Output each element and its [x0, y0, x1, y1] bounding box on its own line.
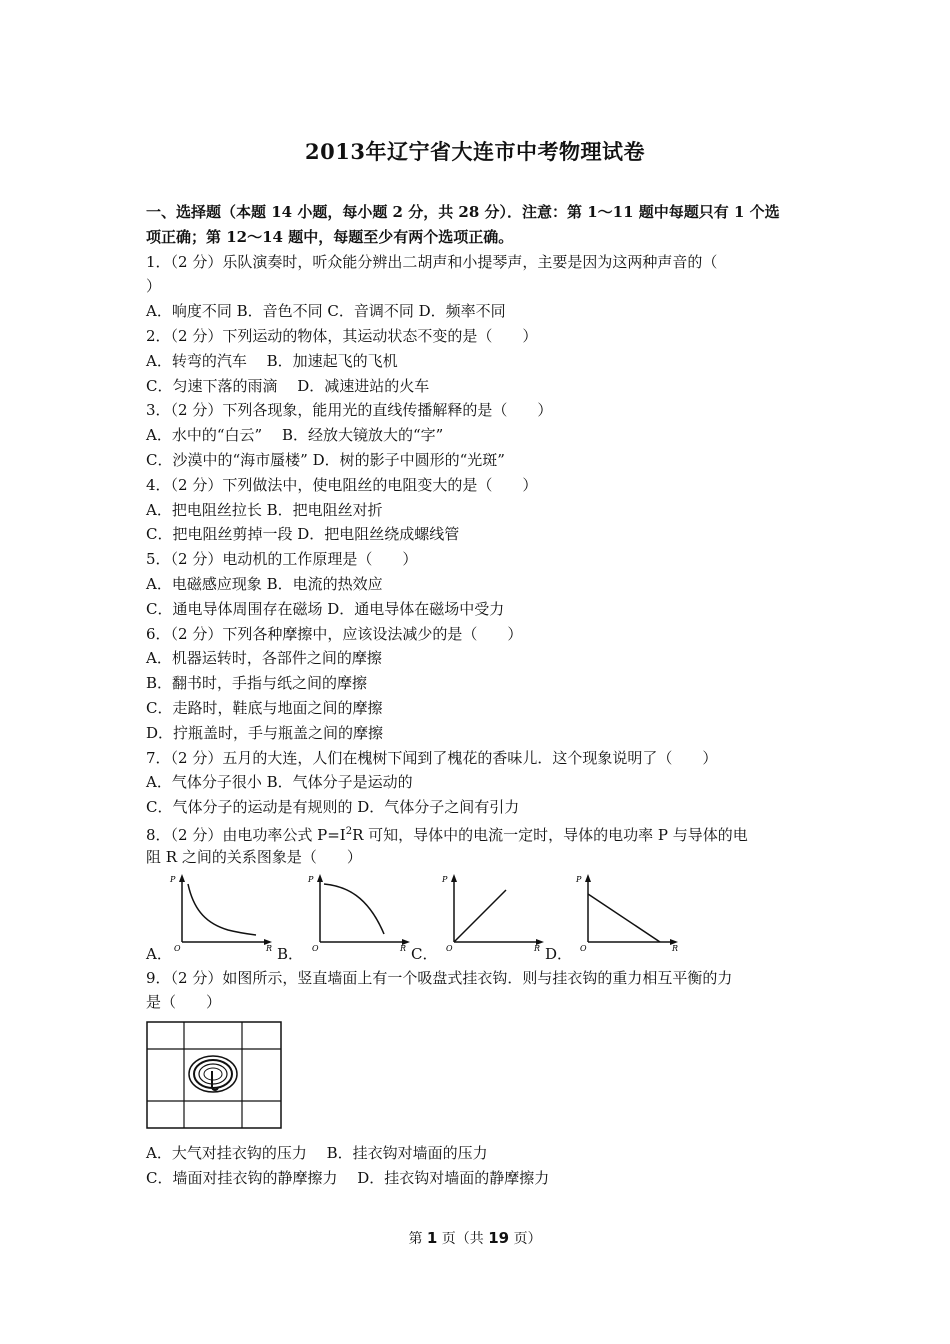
- footer-pre: 第: [408, 1231, 423, 1247]
- q2-options-ab: A．转弯的汽车 B．加速起飞的飞机: [146, 351, 398, 370]
- q8-graph-c-axis-p: P: [442, 874, 448, 884]
- q8-option-a-label: A．: [146, 944, 172, 963]
- q8-graph-d-axis-p: P: [576, 874, 582, 884]
- section-heading-line-2: 项正确；第 12～14 题中，每题至少有两个选项正确。: [146, 227, 514, 246]
- footer-total-pages: 19: [488, 1229, 510, 1247]
- q8-graph-b-axis-p: P: [308, 874, 314, 884]
- exam-content: [146, 200, 810, 1191]
- q5-stem: 5．（2 分）电动机的工作原理是（ ）: [146, 550, 418, 569]
- q8-graph-c-axis-r: R: [534, 943, 541, 952]
- q6-stem: 6．（2 分）下列各种摩擦中，应该设法减少的是（ ）: [146, 624, 523, 643]
- q4-options-ab: A．把电阻丝拉长 B．把电阻丝对折: [146, 500, 383, 519]
- q8-stem-pre: 8．（2 分）由电功率公式 P=I: [146, 825, 346, 844]
- q1-stem-cont: ）: [146, 277, 162, 296]
- page-title: 2013年辽宁省大连市中考物理试卷: [305, 139, 645, 164]
- q8-graph-d-origin: O: [580, 943, 587, 952]
- q6-option-c: C．走路时，鞋底与地面之间的摩擦: [146, 698, 383, 717]
- q8-graph-c: [440, 872, 552, 952]
- q8-graphs: [146, 872, 810, 966]
- q8-graph-b: [306, 872, 418, 952]
- q8-graph-a: [168, 872, 280, 952]
- q8-graph-d-axis-r: R: [672, 943, 679, 952]
- q8-graph-a-axis-p: P: [170, 874, 176, 884]
- q6-option-b: B．翻书时，手指与纸之间的摩擦: [146, 674, 368, 693]
- q9-options-cd: C．墙面对挂衣钩的静摩擦力 D．挂衣钩对墙面的静摩擦力: [146, 1168, 550, 1187]
- q8-stem: [146, 820, 810, 845]
- q8-option-d-label: D．: [545, 944, 573, 963]
- q8-graph-d: [574, 872, 686, 952]
- q2-stem: 2．（2 分）下列运动的物体，其运动状态不变的是（ ）: [146, 326, 538, 345]
- q4-stem: 4．（2 分）下列做法中，使电阻丝的电阻变大的是（ ）: [146, 475, 538, 494]
- q6-option-d: D．拧瓶盖时，手与瓶盖之间的摩擦: [146, 723, 384, 742]
- section-heading-line-1: 一、选择题（本题 14 小题，每小题 2 分，共 28 分）．注意：第 1～11 题中每题只有 1 个选: [146, 203, 780, 221]
- q1-stem: 1．（2 分）乐队演奏时，听众能分辨出二胡声和小提琴声，主要是因为这两种声音的（: [146, 252, 718, 271]
- q4-options-cd: C．把电阻丝剪掉一段 D．把电阻丝绕成螺线管: [146, 525, 460, 544]
- q5-options-cd: C．通电导体周围存在磁场 D．通电导体在磁场中受力: [146, 599, 505, 618]
- q8-stem-cont: 阻 R 之间的关系图象是（ ）: [146, 847, 362, 866]
- q7-options-cd: C．气体分子的运动是有规则的 D．气体分子之间有引力: [146, 798, 520, 817]
- q1-options: A．响度不同 B．音色不同 C．音调不同 D．频率不同: [146, 302, 506, 321]
- q8-graph-c-origin: O: [446, 943, 453, 952]
- q3-stem: 3．（2 分）下列各现象，能用光的直线传播解释的是（ ）: [146, 401, 553, 420]
- q8-stem-post: R 可知，导体中的电流一定时，导体的电功率 P 与导体的电: [352, 825, 748, 844]
- q7-stem: 7．（2 分）五月的大连，人们在槐树下闻到了槐花的香味儿．这个现象说明了（ ）: [146, 748, 718, 767]
- q9-stem: 9．（2 分）如图所示，竖直墙面上有一个吸盘式挂衣钩．则与挂衣钩的重力相互平衡的力: [146, 968, 733, 987]
- q8-option-c-label: C．: [411, 944, 438, 963]
- q8-graph-b-axis-r: R: [400, 943, 407, 952]
- q8-option-b-label: B．: [277, 944, 304, 963]
- q6-option-a: A．机器运转时，各部件之间的摩擦: [146, 649, 382, 668]
- q9-wall-hook-figure: [146, 1021, 282, 1129]
- q8-graph-a-origin: O: [174, 943, 181, 952]
- q8-superscript: 2: [345, 825, 353, 837]
- q3-options-ab: A．水中的“白云” B．经放大镜放大的“字”: [146, 426, 444, 445]
- footer-mid: 页（共: [441, 1231, 484, 1247]
- q9-stem-cont: 是（ ）: [146, 993, 222, 1012]
- q3-options-cd: C．沙漠中的“海市蜃楼” D．树的影子中圆形的“光斑”: [146, 450, 505, 469]
- q9-options-ab: A．大气对挂衣钩的压力 B．挂衣钩对墙面的压力: [146, 1144, 488, 1163]
- q8-graph-b-origin: O: [312, 943, 319, 952]
- page-footer: [0, 1228, 950, 1248]
- q5-options-ab: A．电磁感应现象 B．电流的热效应: [146, 574, 383, 593]
- wall-hook-diagram: [146, 1021, 282, 1129]
- q2-options-cd: C．匀速下落的雨滴 D．减速进站的火车: [146, 376, 430, 395]
- q7-options-ab: A．气体分子很小 B．气体分子是运动的: [146, 773, 413, 792]
- footer-post: 页）: [513, 1231, 542, 1247]
- q8-graph-a-axis-r: R: [266, 943, 273, 952]
- footer-page-number: 1: [426, 1229, 438, 1247]
